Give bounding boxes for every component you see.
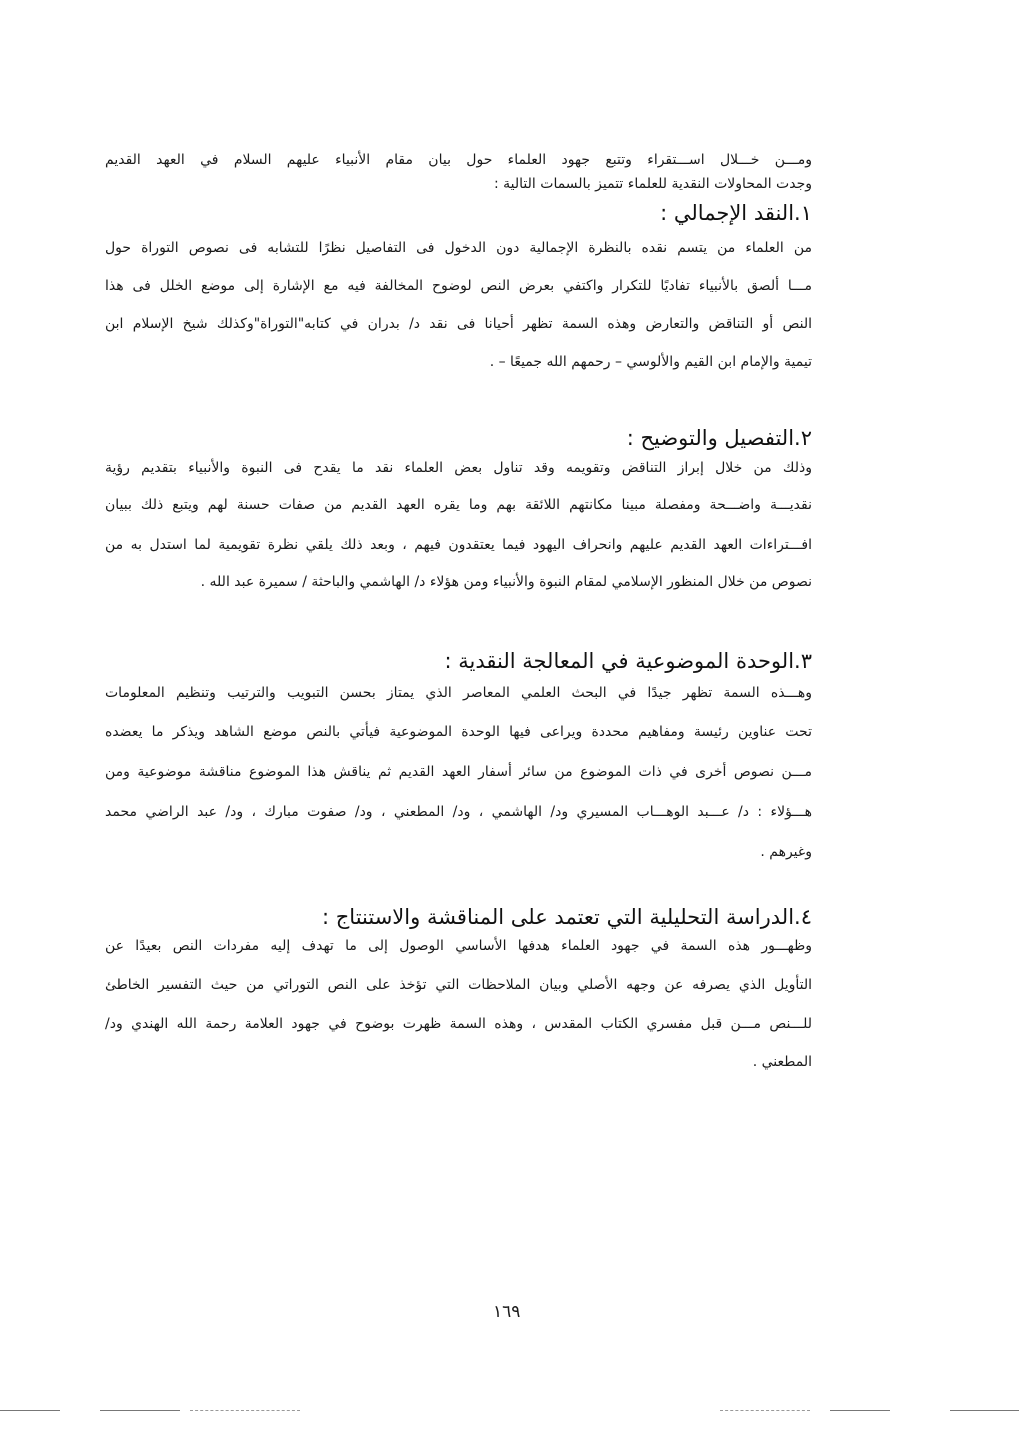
text-line: نصوص من خلال المنظور الإسلامي لمقام النبوة والأنبياء ومن هؤلاء د/ الهاشمي والباحثة / سميرة عبد الله . <box>200 574 812 590</box>
text-line: وهـــذه السمة تظهر جيدًا في البحث العلمي المعاصر الذي يمتاز بحسن التبويب والترتيب وتنظيم المعلومات <box>105 685 812 701</box>
text-line: نقديـــة واضـــحة ومفصلة مبينا مكانتهم اللائقة بهم وما يقره العهد القديم من صفات حسنة لهم ويتبع ذلك ببيان <box>105 497 812 513</box>
text-line: للـــنص مـــن قبل مفسري الكتاب المقدس ، وهذه السمة ظهرت بوضوح في جهود العلامة رحمة الله الهندي ود/ <box>105 1016 812 1032</box>
scan-edge-line <box>190 1410 300 1411</box>
text-line: تحت عناوين رئيسة ومفاهيم محددة ويراعى فيها الوحدة الموضوعية فيأتي بالنص موضع الشاهد ويذكر ما يعضده <box>105 724 812 740</box>
scan-edge-line <box>0 1410 60 1411</box>
section-heading: ٣.الوحدة الموضوعية في المعالجة النقدية : <box>444 649 812 673</box>
text-line: التأويل الذي يصرفه عن وجهه الأصلي وبيان الملاحظات التي تؤخذ على النص التوراتي من حيث التفسير الخاطئ <box>105 977 812 993</box>
text-line: من العلماء من يتسم نقده بالنظرة الإجمالية دون الدخول فى التفاصيل نظرًا للتشابه فى نصوص التوراة حول <box>105 240 812 256</box>
text-line: وغيرهم . <box>760 844 812 860</box>
text-line: افـــتراءات العهد القديم عليهم وانحراف اليهود فيما يعتقدون فيهم ، وبعد ذلك يلقي نظرة تقويمية لما استدل به من <box>105 537 812 553</box>
text-line: النص أو التناقض والتعارض وهذه السمة تظهر أحيانا فى نقد د/ بدران في كتابه"التوراة"وكذلك شيخ الإسلام ابن <box>105 316 812 332</box>
scan-edge-line <box>100 1410 180 1411</box>
text-line: وجدت المحاولات النقدية للعلماء تتميز بالسمات التالية : <box>494 176 812 192</box>
text-line: المطعني . <box>752 1054 812 1070</box>
text-line: وظهـــور هذه السمة في جهود العلماء هدفها الأساسي الوصول إلى ما تهدف إليه مفردات النص بعيدًا عن <box>105 938 812 954</box>
section-heading: ١.النقد الإجمالي : <box>660 201 812 225</box>
text-line: تيمية والإمام ابن القيم والألوسي – رحمهم الله جميعًا – . <box>489 354 812 370</box>
text-line: هـــؤلاء : د/ عـــبد الوهـــاب المسيري ود/ الهاشمي ، ود/ المطعني ، ود/ صفوت مبارك ، ود/ عبد الراضي محمد <box>105 804 812 820</box>
text-line: ومـــن خـــلال اســـتقراء وتتبع جهود العلماء حول بيان مقام الأنبياء عليهم السلام في العهد القديم <box>105 152 812 168</box>
page-number: ١٦٩ <box>493 1302 521 1322</box>
section-heading: ٢.التفصيل والتوضيح : <box>626 426 812 450</box>
scan-edge-line <box>720 1410 810 1411</box>
section-heading: ٤.الدراسة التحليلية التي تعتمد على المناقشة والاستنتاج : <box>322 905 812 929</box>
scan-edge-line <box>950 1410 1019 1411</box>
text-line: وذلك من خلال إبراز التناقض وتقويمه وقد تناول بعض العلماء نقد ما يقدح فى النبوة والأنبياء بتقديم رؤية <box>105 460 812 476</box>
text-line: مـــا ألصق بالأنبياء تفاديًا للتكرار واكتفي بعرض النص لوضوح المخالفة فيه مع الإشارة إلى موضع الخلل فى هذا <box>105 278 812 294</box>
text-line: مـــن نصوص أخرى في ذات الموضوع من سائر أسفار العهد القديم ثم يناقش هذا الموضوع مناقشة موضوعية ومن <box>105 764 812 780</box>
scan-edge-line <box>830 1410 890 1411</box>
